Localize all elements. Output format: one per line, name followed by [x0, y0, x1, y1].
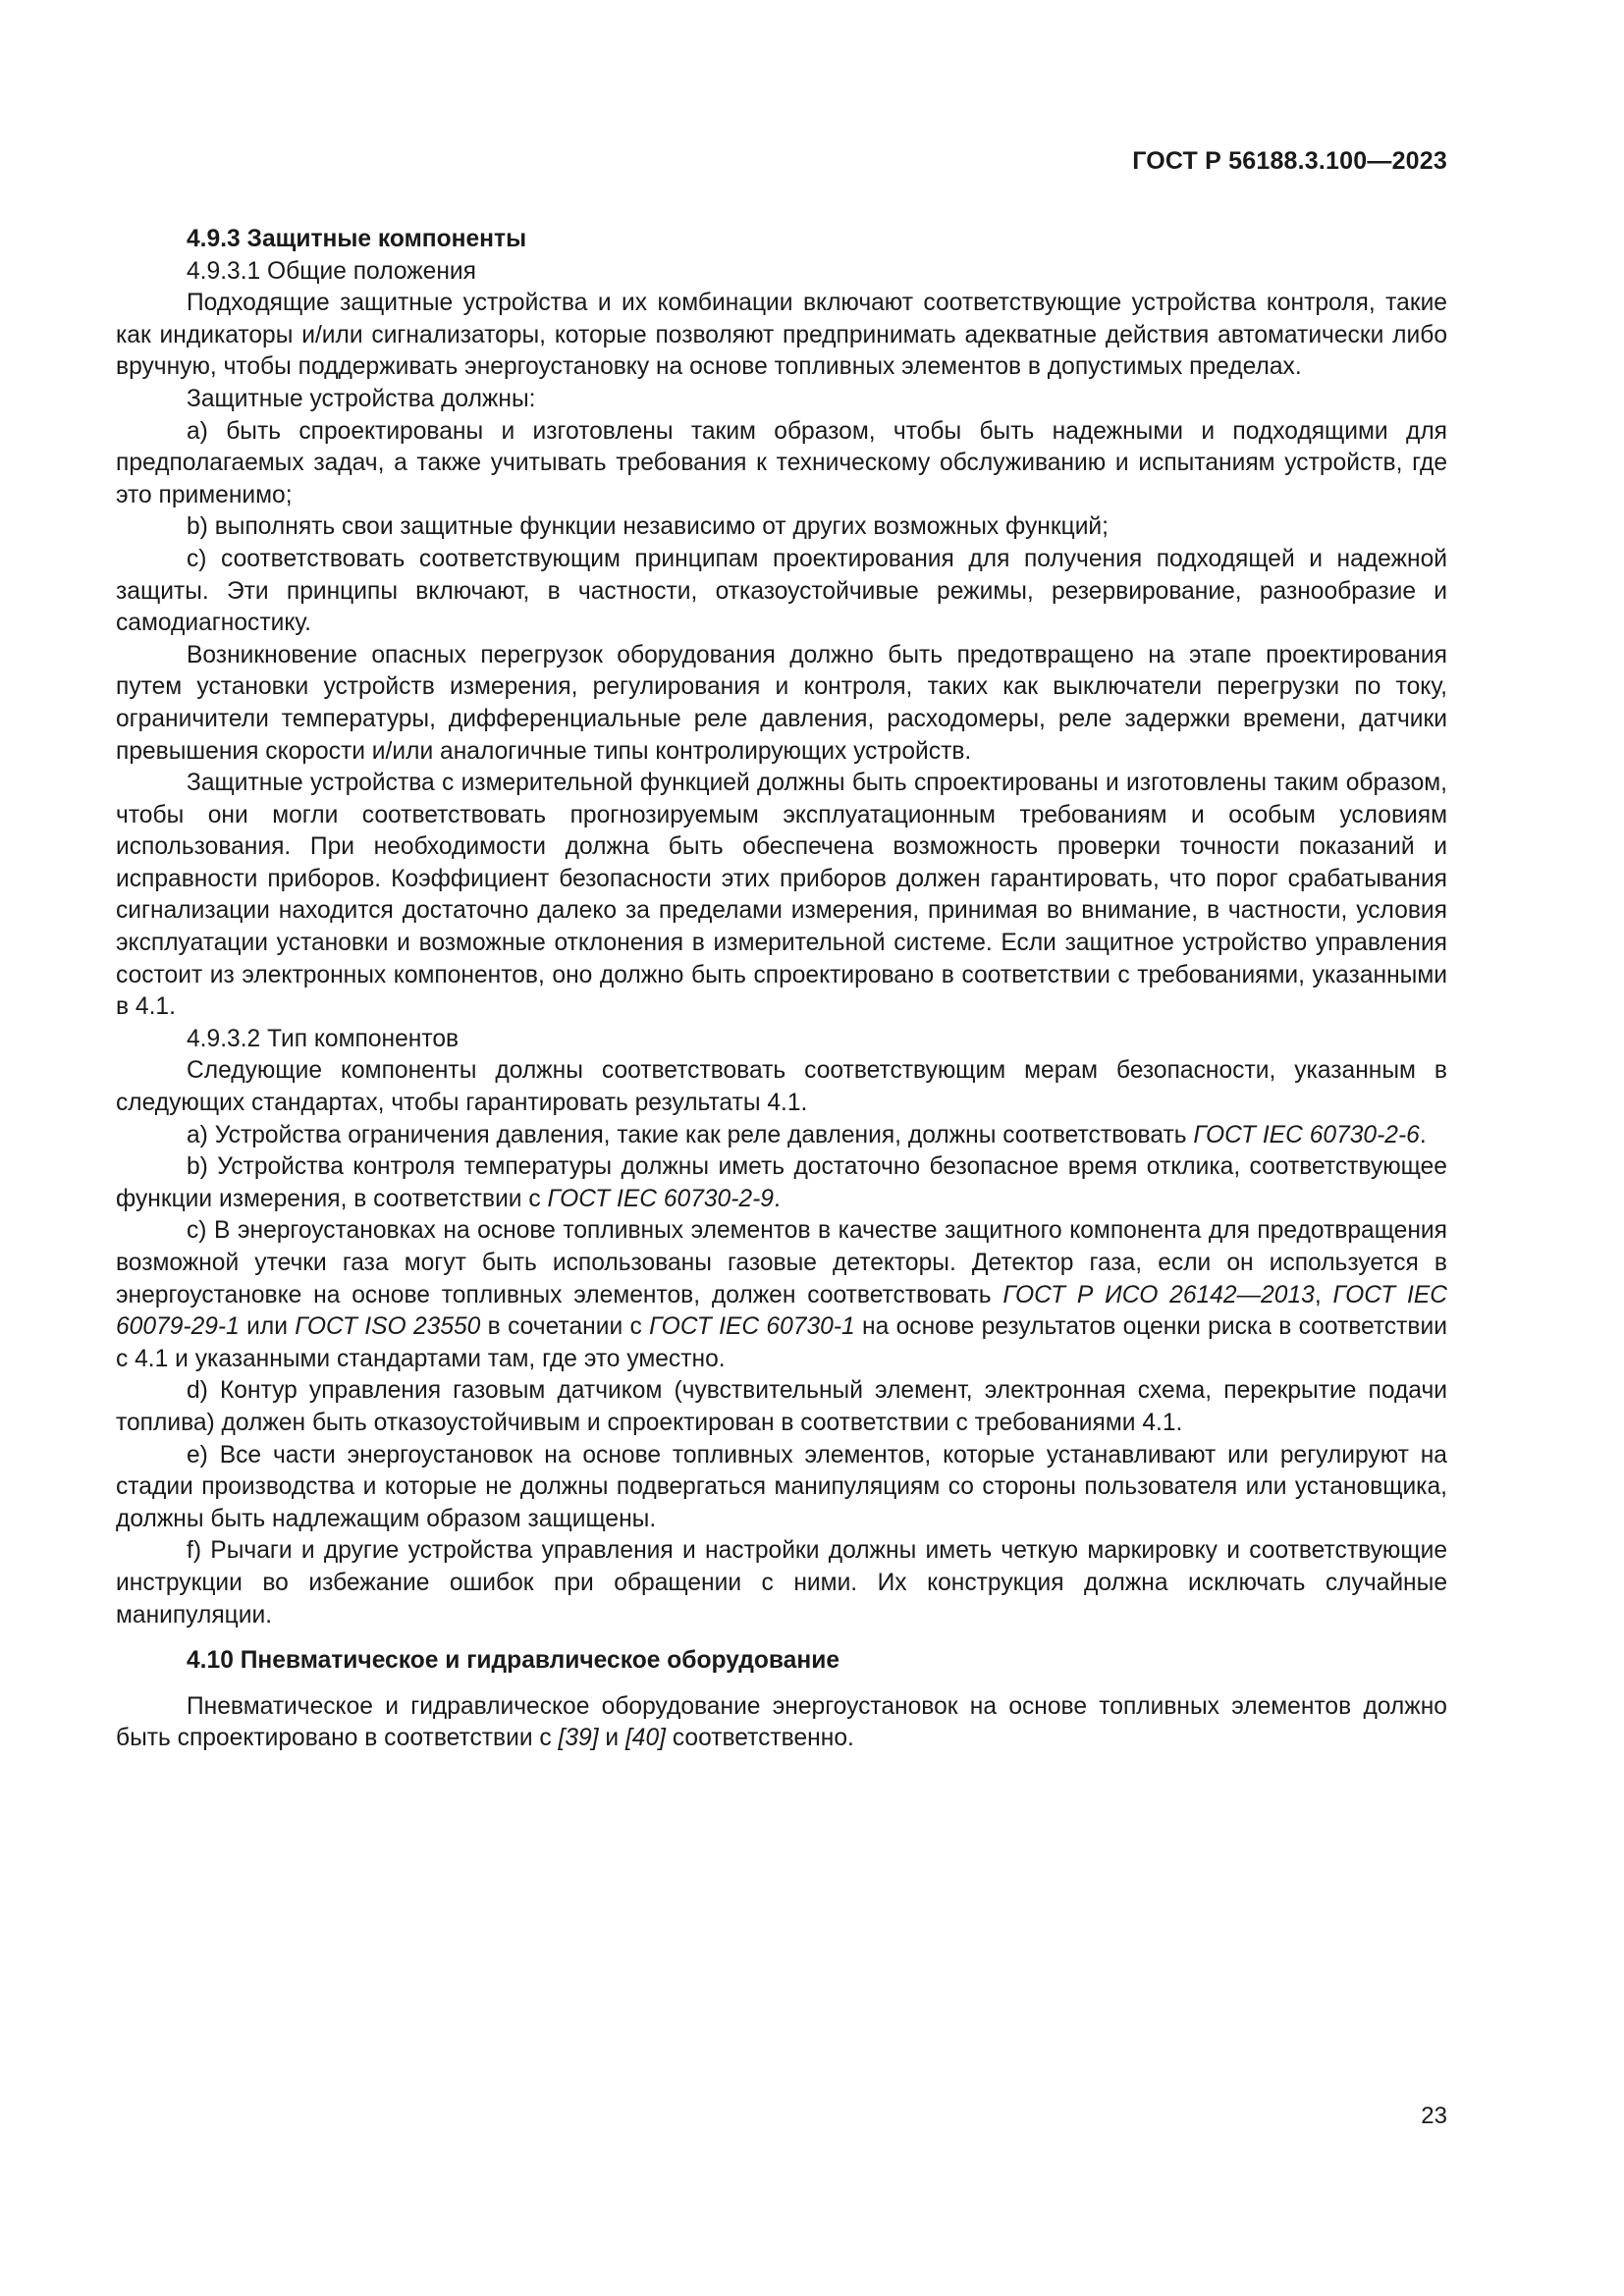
standard-reference: ГОСТ Р ИСО 26142—2013 [1002, 1281, 1315, 1308]
section-heading-4-9-3: 4.9.3 Защитные компоненты [187, 226, 527, 252]
paragraph: Следующие компоненты должны соответствовать соответствующим мерам безопасности, указанным в следующих стандартах, чтобы гарантировать результаты 4.1. [116, 1057, 1447, 1117]
list-item-c [116, 1215, 1447, 1375]
text: в сочетании с [480, 1313, 650, 1341]
paragraph: Возникновение опасных перегрузок оборудования должно быть предотвращено на этапе проектирования путем установки устройств измерения, регулирования и контроля, таких как выключатели перегрузки по току, ограничители температуры, дифференциальные реле давления, расходомеры, реле задержки времени, датчики превышения скорости и/или аналогичные типы контролирующих устройств. [116, 641, 1447, 765]
list-item-a: а) быть спроектированы и изготовлены таким образом, чтобы быть надежными и подходящими для предполагаемых задач, а также учитывать требования к техническому обслуживанию и испытаниям устройств, где это применимо; [116, 417, 1447, 508]
text: . [773, 1185, 781, 1212]
standard-reference: ГОСТ IEC 60079-29-1 [116, 1281, 1447, 1341]
text: c) В энергоустановках на основе топливных элементов в качестве защитного компонента для предотвращения возможной утечки газа могут быть использованы газовые детекторы. Детектор газа, если он используется в энергоустановке на основе топливных элементов, должен соответствовать [116, 1217, 1447, 1308]
paragraph: Защитные устройства с измерительной функцией должны быть спроектированы и изготовлены таким образом, чтобы они могли соответствовать прогнозируемым эксплуатационным требованиям и особым условиям использования. При необходимости должна быть обеспечена возможность проверки точности показаний и исправности приборов. Коэффициент безопасности этих приборов должен гарантировать, что порог срабатывания сигнализации находится достаточно далеко за пределами измерения, принимая во внимание, в частности, условия эксплуатации установки и возможные отклонения в измерительной системе. Если защитное устройство управления состоит из электронных компонентов, оно должно быть спроектировано в соответствии с требованиями, указанными в 4.1. [116, 770, 1447, 1021]
list-item-d: d) Контур управления газовым датчиком (чувствительный элемент, электронная схема, перекрытие подачи топлива) должен быть отказоустойчивым и спроектирован в соответствии с требованиями 4.1. [116, 1377, 1447, 1436]
text: . [1419, 1121, 1427, 1148]
list-item-a [116, 1120, 1447, 1152]
document-body [116, 224, 1447, 1755]
subsection-heading-4-9-3-1: 4.9.3.1 Общие положения [187, 257, 476, 285]
bibliography-reference: [39] [558, 1725, 599, 1752]
text: или [239, 1313, 296, 1341]
standard-reference: ГОСТ IEC 60730-2-9 [547, 1185, 774, 1212]
text: и [598, 1725, 625, 1752]
bibliography-reference: [40] [624, 1725, 666, 1752]
list-item-f: f) Рычаги и другие устройства управления и настройки должны иметь четкую маркировку и соответствующие инструкции во избежание ошибок при обращении с ними. Их конструкция должна исключать случайные манипуляции. [116, 1537, 1447, 1629]
text: b) Устройства контроля температуры должны иметь достаточно безопасное время отклика, соответствующее функции измерения, в соответствии с [116, 1153, 1447, 1212]
section-heading-4-10: 4.10 Пневматическое и гидравлическое оборудование [187, 1647, 839, 1675]
list-item-e: e) Все части энергоустановок на основе топливных элементов, которые устанавливают или регулируют на стадии производства и которые не должны подвергаться манипуляциям со стороны пользователя или установщика, должны быть надлежащим образом защищены. [116, 1441, 1447, 1532]
paragraph [116, 1691, 1447, 1755]
standard-reference: ГОСТ IEC 60730-2-6 [1193, 1121, 1420, 1148]
standard-reference: ГОСТ IEC 60730-1 [649, 1313, 855, 1341]
subsection-heading-4-9-3-2: 4.9.3.2 Тип компонентов [187, 1025, 460, 1052]
paragraph: Подходящие защитные устройства и их комбинации включают соответствующие устройства контроля, такие как индикаторы и/или сигнализаторы, которые позволяют предпринимать адекватные действия автоматически либо вручную, чтобы поддерживать энергоустановку на основе топливных элементов в допустимых пределах. [116, 290, 1447, 381]
text: на основе результатов оценки риска в соответствии с 4.1 и указанными стандартами там, где это уместно. [116, 1313, 1447, 1372]
text: Пневматическое и гидравлическое оборудование энергоустановок на основе топливных элементов должно быть спроектировано в соответствии с [116, 1692, 1447, 1752]
text: соответственно. [666, 1725, 854, 1752]
paragraph: Защитные устройства должны: [187, 385, 536, 412]
list-item-b [116, 1151, 1447, 1215]
text: а) Устройства ограничения давления, такие как реле давления, должны соответствовать [187, 1121, 1194, 1148]
page-number: 23 [1421, 2103, 1447, 2129]
standard-reference: ГОСТ ISO 23550 [295, 1313, 481, 1341]
list-item-c: c) соответствовать соответствующим принципам проектирования для получения подходящей и надежной защиты. Эти принципы включают, в частности, отказоустойчивые режимы, резервирование, разнообразие и самодиагностику. [116, 545, 1447, 637]
text: , [1314, 1281, 1333, 1308]
list-item-b: b) выполнять свои защитные функции независимо от других возможных функций; [187, 513, 1110, 541]
document-code: ГОСТ Р 56188.3.100—2023 [1132, 147, 1447, 175]
